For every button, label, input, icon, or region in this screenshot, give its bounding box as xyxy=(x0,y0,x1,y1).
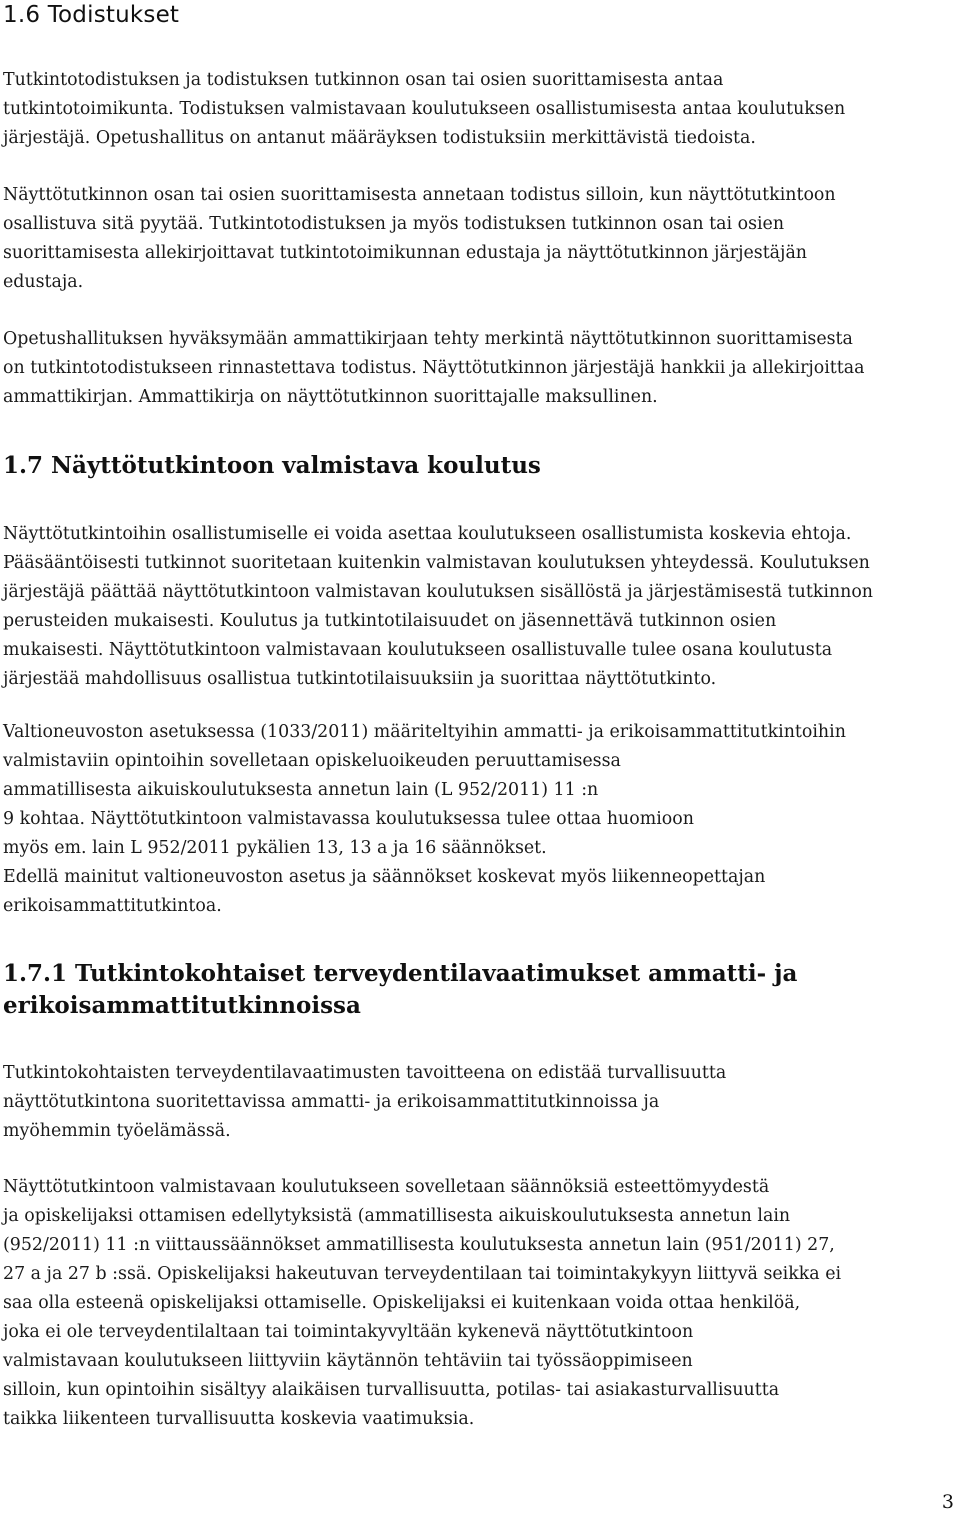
text-line: taikka liikenteen turvallisuutta koskevia vaatimuksia. xyxy=(3,1409,475,1429)
paragraph-1-7-2 xyxy=(3,718,846,921)
paragraph-1-6-2 xyxy=(3,181,836,297)
heading-line: erikoisammattitutkinnoissa xyxy=(3,992,361,1019)
text-line: (952/2011) 11 :n viittaussäännökset ammatillisesta koulutuksesta annetun lain (951/2011) 27, xyxy=(3,1235,835,1255)
text-line: Pääsääntöisesti tutkinnot suoritetaan kuitenkin valmistavan koulutuksen yhteydessä. Koulutuksen xyxy=(3,553,870,573)
text-line: 9 kohtaa. Näyttötutkintoon valmistavassa koulutuksessa tulee ottaa huomioon xyxy=(3,809,694,829)
text-line: saa olla esteenä opiskelijaksi ottamiselle. Opiskelijaksi ei kuitenkaan voida ottaa henkilöä, xyxy=(3,1293,801,1313)
text-line: Opetushallituksen hyväksymään ammattikirjaan tehty merkintä näyttötutkinnon suorittamisesta xyxy=(3,329,853,349)
text-line: joka ei ole terveydentilaltaan tai toimintakyvyltään kykenevä näyttötutkintoon xyxy=(3,1322,694,1342)
text-line: järjestäjä. Opetushallitus on antanut määräyksen todistuksiin merkittävistä tiedoista. xyxy=(3,128,756,148)
section-heading-1-6: 1.6 Todistukset xyxy=(3,2,180,28)
section-heading-1-7-1 xyxy=(3,958,797,1022)
text-line: Näyttötutkinnon osan tai osien suorittamisesta annetaan todistus silloin, kun näyttötutkintoon xyxy=(3,185,836,205)
text-line: Näyttötutkintoon valmistavaan koulutukseen sovelletaan säännöksiä esteettömyydestä xyxy=(3,1177,770,1197)
paragraph-1-7-1-1 xyxy=(3,1059,726,1146)
text-line: valmistaviin opintoihin sovelletaan opiskeluoikeuden peruuttamisessa xyxy=(3,751,621,771)
paragraph-1-7-1 xyxy=(3,520,873,694)
text-line: silloin, kun opintoihin sisältyy alaikäisen turvallisuutta, potilas- tai asiakasturvallisuutta xyxy=(3,1380,780,1400)
text-line: mukaisesti. Näyttötutkintoon valmistavaan koulutukseen osallistuvalle tulee osana koulutusta xyxy=(3,640,833,660)
text-line: erikoisammattitutkintoa. xyxy=(3,896,222,916)
text-line: Näyttötutkintoihin osallistumiselle ei voida asettaa koulutukseen osallistumista koskevia ehtoja. xyxy=(3,524,852,544)
text-line: Tutkintotodistuksen ja todistuksen tutkinnon osan tai osien suorittamisesta antaa xyxy=(3,70,724,90)
text-line: osallistuva sitä pyytää. Tutkintotodistuksen ja myös todistuksen tutkinnon osan tai osien xyxy=(3,214,785,234)
paragraph-1-6-3 xyxy=(3,325,865,412)
text-line: tutkintotoimikunta. Todistuksen valmistavaan koulutukseen osallistumisesta antaa koulutuksen xyxy=(3,99,846,119)
text-line: Edellä mainitut valtioneuvoston asetus ja säännökset koskevat myös liikenneopettajan xyxy=(3,867,766,887)
page-number: 3 xyxy=(941,1491,954,1513)
text-line: perusteiden mukaisesti. Koulutus ja tutkintotilaisuudet on jäsennettävä tutkinnon osien xyxy=(3,611,777,631)
paragraph-1-6-1 xyxy=(3,66,845,153)
section-heading-1-7: 1.7 Näyttötutkintoon valmistava koulutus xyxy=(3,452,541,479)
text-line: suorittamisesta allekirjoittavat tutkintotoimikunnan edustaja ja näyttötutkinnon järjestäjän xyxy=(3,243,808,263)
text-line: järjestää mahdollisuus osallistua tutkintotilaisuuksiin ja suorittaa näyttötutkinto. xyxy=(3,669,717,689)
text-line: ja opiskelijaksi ottamisen edellytyksistä (ammatillisesta aikuiskoulutuksesta annetun lain xyxy=(3,1206,791,1226)
text-line: 27 a ja 27 b :ssä. Opiskelijaksi hakeutuvan terveydentilaan tai toimintakykyyn liittyvä seikka ei xyxy=(3,1264,842,1284)
text-line: järjestäjä päättää näyttötutkintoon valmistavan koulutuksen sisällöstä ja järjestämisestä tutkinnon xyxy=(3,582,873,602)
text-line: on tutkintotodistukseen rinnastettava todistus. Näyttötutkinnon järjestäjä hankkii ja allekirjoittaa xyxy=(3,358,865,378)
text-line: ammatillisesta aikuiskoulutuksesta annetun lain (L 952/2011) 11 :n xyxy=(3,780,599,800)
text-line: valmistavaan koulutukseen liittyviin käytännön tehtäviin tai työssäoppimiseen xyxy=(3,1351,693,1371)
text-line: Valtioneuvoston asetuksessa (1033/2011) määriteltyihin ammatti- ja erikoisammattitutkintoihin xyxy=(3,722,846,742)
text-line: myös em. lain L 952/2011 pykälien 13, 13 a ja 16 säännökset. xyxy=(3,838,547,858)
heading-line: 1.7.1 Tutkintokohtaiset terveydentilavaatimukset ammatti- ja xyxy=(3,960,798,987)
text-line: edustaja. xyxy=(3,272,84,292)
text-line: ammattikirjan. Ammattikirja on näyttötutkinnon suorittajalle maksullinen. xyxy=(3,387,658,407)
text-line: myöhemmin työelämässä. xyxy=(3,1121,231,1141)
text-line: näyttötutkintona suoritettavissa ammatti- ja erikoisammattitutkinnoissa ja xyxy=(3,1092,660,1112)
paragraph-1-7-1-2 xyxy=(3,1173,841,1434)
text-line: Tutkintokohtaisten terveydentilavaatimusten tavoitteena on edistää turvallisuutta xyxy=(3,1063,727,1083)
